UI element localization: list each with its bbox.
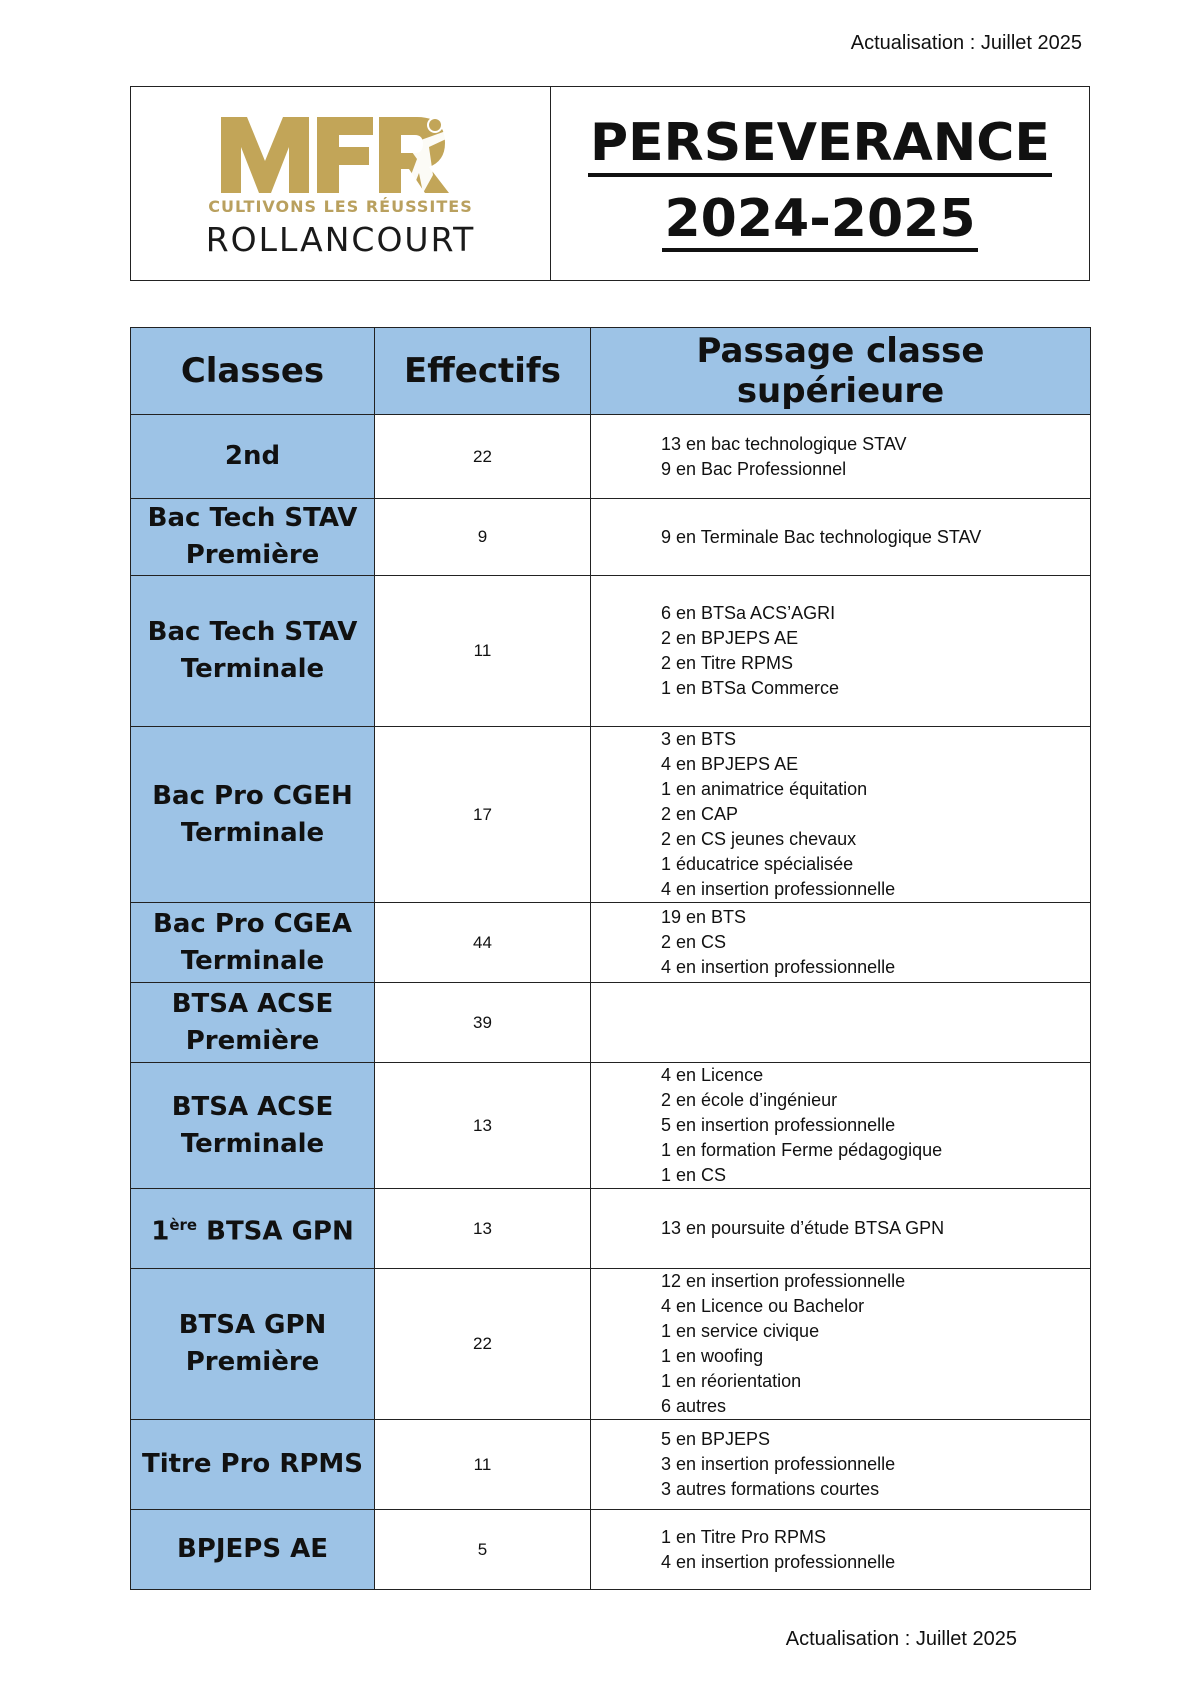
passage-line: 2 en BPJEPS AE <box>661 628 799 648</box>
class-name: BTSA GPN <box>197 1216 354 1247</box>
class-cell: BTSA ACSE Première <box>131 983 375 1063</box>
page-title: PERSEVERANCE <box>588 115 1052 176</box>
passage-line: 2 en CAP <box>661 804 739 824</box>
passage-line: 1 en BTSa Commerce <box>661 678 840 698</box>
passage-line: 1 en CS <box>661 1165 727 1185</box>
header-classes: Classes <box>131 328 375 415</box>
table-row <box>131 1420 1091 1510</box>
header-box <box>130 86 1090 281</box>
passage-cell <box>591 1269 1091 1420</box>
passage-cell <box>591 727 1091 903</box>
mfr-logo <box>221 115 461 195</box>
table-row <box>131 499 1091 576</box>
class-superscript: ère <box>169 1215 198 1234</box>
passage-cell <box>591 415 1091 499</box>
passage-cell <box>591 983 1091 1063</box>
passage-line: 4 en Licence <box>661 1065 764 1085</box>
passage-line: 3 en BTS <box>661 729 737 749</box>
effectif-cell: 22 <box>375 1269 591 1420</box>
effectif-cell: 11 <box>375 1420 591 1510</box>
header-passage: Passage classe supérieure <box>591 328 1091 415</box>
passage-line: 19 en BTS <box>661 907 747 927</box>
title-block <box>551 87 1089 280</box>
passage-line: 1 en Titre Pro RPMS <box>661 1526 827 1547</box>
table-row <box>131 1269 1091 1420</box>
passage-line: 1 en formation Ferme pédagogique <box>661 1140 943 1160</box>
table-row <box>131 1063 1091 1189</box>
passage-cell <box>591 1063 1091 1189</box>
school-name: ROLLANCOURT <box>205 219 476 259</box>
results-table <box>130 327 1091 1590</box>
class-cell: BTSA GPN Première <box>131 1269 375 1420</box>
passage-line: 3 autres formations courtes <box>661 1479 880 1499</box>
passage-cell <box>591 499 1091 576</box>
update-note-top: Actualisation : Juillet 2025 <box>850 32 1082 54</box>
class-cell: Bac Tech STAV Première <box>131 499 375 576</box>
class-cell: Bac Tech STAV Terminale <box>131 576 375 727</box>
passage-line: 5 en BPJEPS <box>661 1429 771 1449</box>
table-header-row <box>131 328 1091 415</box>
class-cell: BPJEPS AE <box>131 1510 375 1590</box>
passage-line: 1 en réorientation <box>661 1371 802 1391</box>
passage-line: 4 en BPJEPS AE <box>661 754 799 774</box>
passage-line: 12 en insertion professionnelle <box>661 1271 906 1291</box>
effectif-cell: 11 <box>375 576 591 727</box>
page-year: 2024-2025 <box>662 191 977 252</box>
effectif-cell: 13 <box>375 1189 591 1269</box>
class-cell: 2nd <box>131 415 375 499</box>
table-row <box>131 415 1091 499</box>
passage-line: 6 autres <box>661 1396 727 1416</box>
effectif-cell: 17 <box>375 727 591 903</box>
passage-line: 1 éducatrice spécialisée <box>661 854 854 874</box>
passage-line: 13 en poursuite d’étude BTSA GPN <box>661 1218 945 1238</box>
header-effectifs: Effectifs <box>375 328 591 415</box>
class-cell <box>131 1189 375 1269</box>
passage-cell <box>591 576 1091 727</box>
update-note-bottom: Actualisation : Juillet 2025 <box>785 1628 1017 1650</box>
table-row <box>131 1510 1091 1590</box>
effectif-cell: 39 <box>375 983 591 1063</box>
passage-line: 4 en insertion professionnelle <box>661 879 896 899</box>
class-prefix: 1 <box>151 1216 170 1247</box>
effectif-cell: 5 <box>375 1510 591 1590</box>
table-row <box>131 903 1091 983</box>
table-row <box>131 727 1091 903</box>
table-row <box>131 576 1091 727</box>
class-cell: BTSA ACSE Terminale <box>131 1063 375 1189</box>
passage-line: 1 en woofing <box>661 1346 764 1366</box>
effectif-cell: 44 <box>375 903 591 983</box>
passage-line: 2 en CS <box>661 932 727 952</box>
passage-line: 1 en animatrice équitation <box>661 779 868 799</box>
passage-cell <box>591 903 1091 983</box>
passage-line: 9 en Bac Professionnel <box>661 458 847 479</box>
effectif-cell: 9 <box>375 499 591 576</box>
passage-line: 2 en école d’ingénieur <box>661 1090 838 1110</box>
logo-block <box>131 87 551 280</box>
passage-line: 13 en bac technologique STAV <box>661 433 907 454</box>
passage-line: 4 en Licence ou Bachelor <box>661 1296 865 1316</box>
table-row <box>131 1189 1091 1269</box>
passage-line: 5 en insertion professionnelle <box>661 1115 896 1135</box>
passage-cell <box>591 1189 1091 1269</box>
passage-line: 1 en service civique <box>661 1321 820 1341</box>
class-cell: Bac Pro CGEA Terminale <box>131 903 375 983</box>
passage-line: 2 en CS jeunes chevaux <box>661 829 857 849</box>
passage-line: 4 en insertion professionnelle <box>661 957 896 977</box>
effectif-cell: 13 <box>375 1063 591 1189</box>
logo-tagline: CULTIVONS LES RÉUSSITES <box>208 196 473 216</box>
passage-line: 6 en BTSa ACS’AGRI <box>661 603 836 623</box>
class-cell: Bac Pro CGEH Terminale <box>131 727 375 903</box>
passage-cell <box>591 1420 1091 1510</box>
passage-line: 2 en Titre RPMS <box>661 653 794 673</box>
passage-line: 4 en insertion professionnelle <box>661 1551 896 1572</box>
passage-line: 3 en insertion professionnelle <box>661 1454 896 1474</box>
effectif-cell: 22 <box>375 415 591 499</box>
table-body <box>131 415 1091 1590</box>
passage-line: 9 en Terminale Bac technologique STAV <box>661 526 982 547</box>
table-row <box>131 983 1091 1063</box>
passage-cell <box>591 1510 1091 1590</box>
class-cell: Titre Pro RPMS <box>131 1420 375 1510</box>
